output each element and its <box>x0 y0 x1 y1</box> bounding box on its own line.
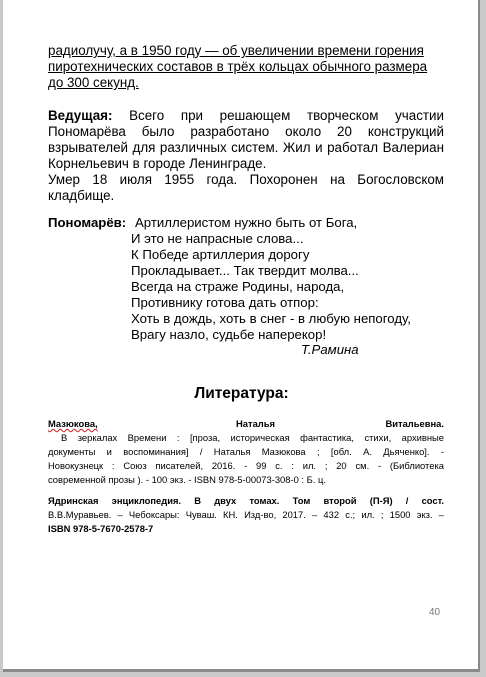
poem-line-4: Прокладывает... Так твердит молва... <box>131 263 359 278</box>
lit-entry-1-line-3: Новокузнецк : Союз писателей, 2016. - 99 с. : ил. ; 20 см. - (Библиотека <box>48 460 444 471</box>
death-line-2: кладбище. <box>48 188 115 203</box>
lit-entry-1-patronymic: Витальевна. <box>385 418 444 429</box>
top-line-2: пиротехнических составов в трёх кольцах обычного размера <box>48 59 428 74</box>
poem-line-2: И это не напрасные слова... <box>131 231 304 246</box>
poem-line-8: Врагу назло, судьбе наперекор! <box>131 327 327 342</box>
host-paragraph <box>48 108 444 172</box>
poem-line-7: Хоть в дождь, хоть в снег - в любую непогоду, <box>131 311 411 326</box>
poem-line-6: Противнику готова дать отпор: <box>131 295 319 310</box>
lit-entry-2-line-1: Ядринская энциклопедия. В двух томах. Том второй (П-Я) / сост. <box>48 495 444 506</box>
poem-line-3: К Победе артиллерия дорогу <box>131 247 310 262</box>
top-paragraph <box>48 43 446 91</box>
lit-entry-2-line-2: В.В.Муравьев. – Чебоксары: Чуваш. КН. Изд-во, 2017. – 432 с.; ил. ; 1500 экз. – <box>48 509 444 520</box>
lit-entry-1-line-1: В зеркалах Времени : [проза, историческая фантастика, стихи, архивные <box>61 432 444 443</box>
lit-entry-2-line-3: ISBN 978-5-7670-2578-7 <box>48 523 154 534</box>
poem-speaker: Пономарёв: <box>48 215 127 230</box>
literature-title: Литература: <box>194 385 289 402</box>
poem-line-1: Артиллеристом нужно быть от Бога, <box>135 215 358 230</box>
lit-entry-1-name: Наталья <box>236 418 275 429</box>
poem-line-5: Всегда на страже Родины, народа, <box>131 279 345 294</box>
document-page <box>3 0 480 672</box>
page-number: 40 <box>429 607 441 618</box>
death-line-1: Умер 18 июля 1955 года. Похоронен на Богословском <box>48 172 444 187</box>
lit-entry-1-surname: Мазюкова, <box>48 418 98 429</box>
top-line-3: до 300 секунд. <box>48 75 139 90</box>
lit-entry-1-line-4: современной прозы ). - 100 экз. - ISBN 978-5-00073-308-0 : Б. ц. <box>48 474 326 485</box>
top-line-1: радиолучу, а в 1950 году — об увеличении времени горения <box>48 43 424 58</box>
host-speaker: Ведущая: <box>48 108 113 123</box>
host-text: Всего при решающем творческом участии Пономарёва было разработано около 20 конструкций взрывателей для различных систем. Жил и работал Валериан Корнельевич в городе Ленинграде. <box>48 108 444 171</box>
lit-entry-1-line-2: документы и воспоминания] / Наталья Мазюкова ; [обл. А. Дьяченко]. - <box>48 446 444 457</box>
poem-author: Т.Рамина <box>301 342 359 357</box>
